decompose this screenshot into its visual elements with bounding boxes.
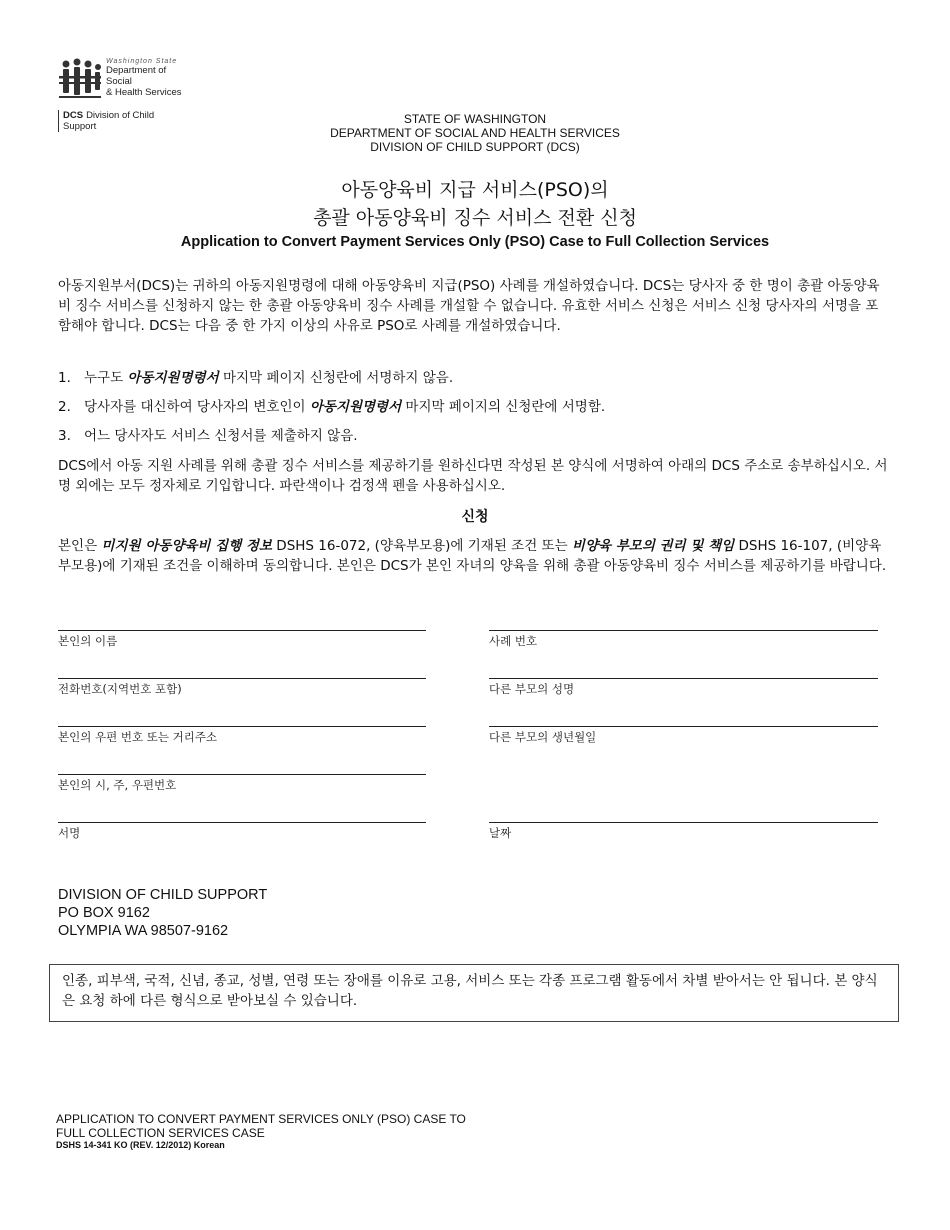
city-state-zip-field[interactable]: 본인의 시, 주, 우편번호 [58,774,426,793]
form-footer [56,1112,466,1151]
logo-dept-line1: Department of Social [106,65,167,87]
form-id: DSHS 14-341 KO (REV. 12/2012) Korean [56,1140,225,1150]
reason-number: 1. [58,370,71,386]
reason-text: 당사자를 대신하여 당사자의 변호인이 [84,399,310,415]
reason-emphasis: 아동지원명령서 [309,399,402,415]
agency-line1: STATE OF WASHINGTON [403,112,547,126]
nondiscrimination-notice: 인종, 피부색, 국적, 신념, 종교, 성별, 연령 또는 장애를 이유로 고용, 서비스 또는 각종 프로그램 활동에서 차별 받아서는 안 됩니다. 본 양식은 요청 하에 다른 형식으로 받아보실 수 있습니다. [49,964,899,1022]
logo-dcs-abbr: DCS [63,110,84,121]
reason-text: 누구도 [84,370,128,386]
logo-state: Washington State [106,58,178,65]
consent-text: 본인은 [58,538,102,554]
application-heading: 신청 [461,509,489,525]
address-line1: DIVISION OF CHILD SUPPORT [58,887,268,903]
mailing-address [58,886,267,940]
intro-paragraph: 아동지원부서(DCS)는 귀하의 아동지원명령에 대해 아동양육비 지급(PSO) 사례를 개설하였습니다. DCS는 당사자 중 한 명이 총괄 아동양육비 징수 서비스를 신청하지 않는 한 총괄 아동양육비 징수 사례를 개설할 수 없습니다. 유효한 서비스 신청은 서비스 신청 당사자의 서명을 포함해야 합니다. DCS는 다음 중 한 가지 이상의 사유로 PSO로 사례를 개설하였습니다. [58,278,880,334]
reason-item-1 [58,368,888,388]
consent-text: DSHS 16-072, (양육부모용)에 기재된 조건 또는 [272,538,572,554]
reason-number: 2. [58,399,71,415]
reason-text: 어느 당사자도 서비스 신청서를 제출하지 않음. [84,428,358,444]
reason-number: 3. [58,428,71,444]
address-line3: OLYMPIA WA 98507-9162 [58,923,229,939]
title-english: Application to Convert Payment Services Only (PSO) Case to Full Collection Services [180,234,770,250]
title-ko-line2: 총괄 아동양육비 징수 서비스 전환 신청 [313,207,637,229]
reason-emphasis: 아동지원명령서 [127,370,219,386]
phone-field[interactable]: 전화번호(지역번호 포함) [58,678,426,697]
name-field[interactable]: 본인의 이름 [58,630,426,649]
logo-dept-line2: & Health Services [106,87,182,98]
agency-line2: DEPARTMENT OF SOCIAL AND HEALTH SERVICES [330,126,620,140]
reason-text: 마지막 페이지의 신청란에 서명함. [401,399,606,415]
footer-line2: FULL COLLECTION SERVICES CASE [56,1126,265,1140]
consent-emphasis: 비양육 부모의 권리 및 책임 [571,538,735,554]
other-parent-dob-field[interactable]: 다른 부모의 생년월일 [489,726,878,745]
other-parent-name-field[interactable]: 다른 부모의 성명 [489,678,878,697]
title-korean [0,176,950,232]
street-address-field[interactable]: 본인의 우편 번호 또는 거리주소 [58,726,426,745]
case-number-field[interactable]: 사례 번호 [489,630,878,649]
reason-text: 마지막 페이지 신청란에 서명하지 않음. [218,370,454,386]
reason-item-2 [58,397,888,417]
signature-field[interactable]: 서명 [58,822,426,841]
consent-text: DSHS 16-107, (비양육부모용)에 기재된 조건을 이해하며 동의합니다. 본인은 DCS가 본인 자녀의 양육을 위해 총괄 아동양육비 징수 서비스를 제공하기를 바랍니다. [58,538,887,574]
consent-emphasis: 미지원 아동양육비 집행 정보 [101,538,273,554]
consent-paragraph [58,536,888,576]
agency-header [0,112,950,154]
agency-line3: DIVISION OF CHILD SUPPORT (DCS) [370,140,580,154]
title-ko-line1: 아동양육비 지급 서비스(PSO)의 [341,179,609,201]
footer-line1: APPLICATION TO CONVERT PAYMENT SERVICES ONLY (PSO) CASE TO [56,1112,466,1126]
dshs-people-logo-icon [58,58,102,104]
logo-dcs-name: Division of Child Support [63,110,155,132]
date-field[interactable]: 날짜 [489,822,878,841]
reason-item-3 [58,426,888,446]
address-line2: PO BOX 9162 [58,905,150,921]
instructions-paragraph: DCS에서 아동 지원 사례를 위해 총괄 징수 서비스를 제공하기를 원하신다면 작성된 본 양식에 서명하여 아래의 DCS 주소로 송부하십시오. 서명 외에는 모두 정자체로 기입합니다. 파란색이나 검정색 펜을 사용하십시오. [58,458,888,494]
